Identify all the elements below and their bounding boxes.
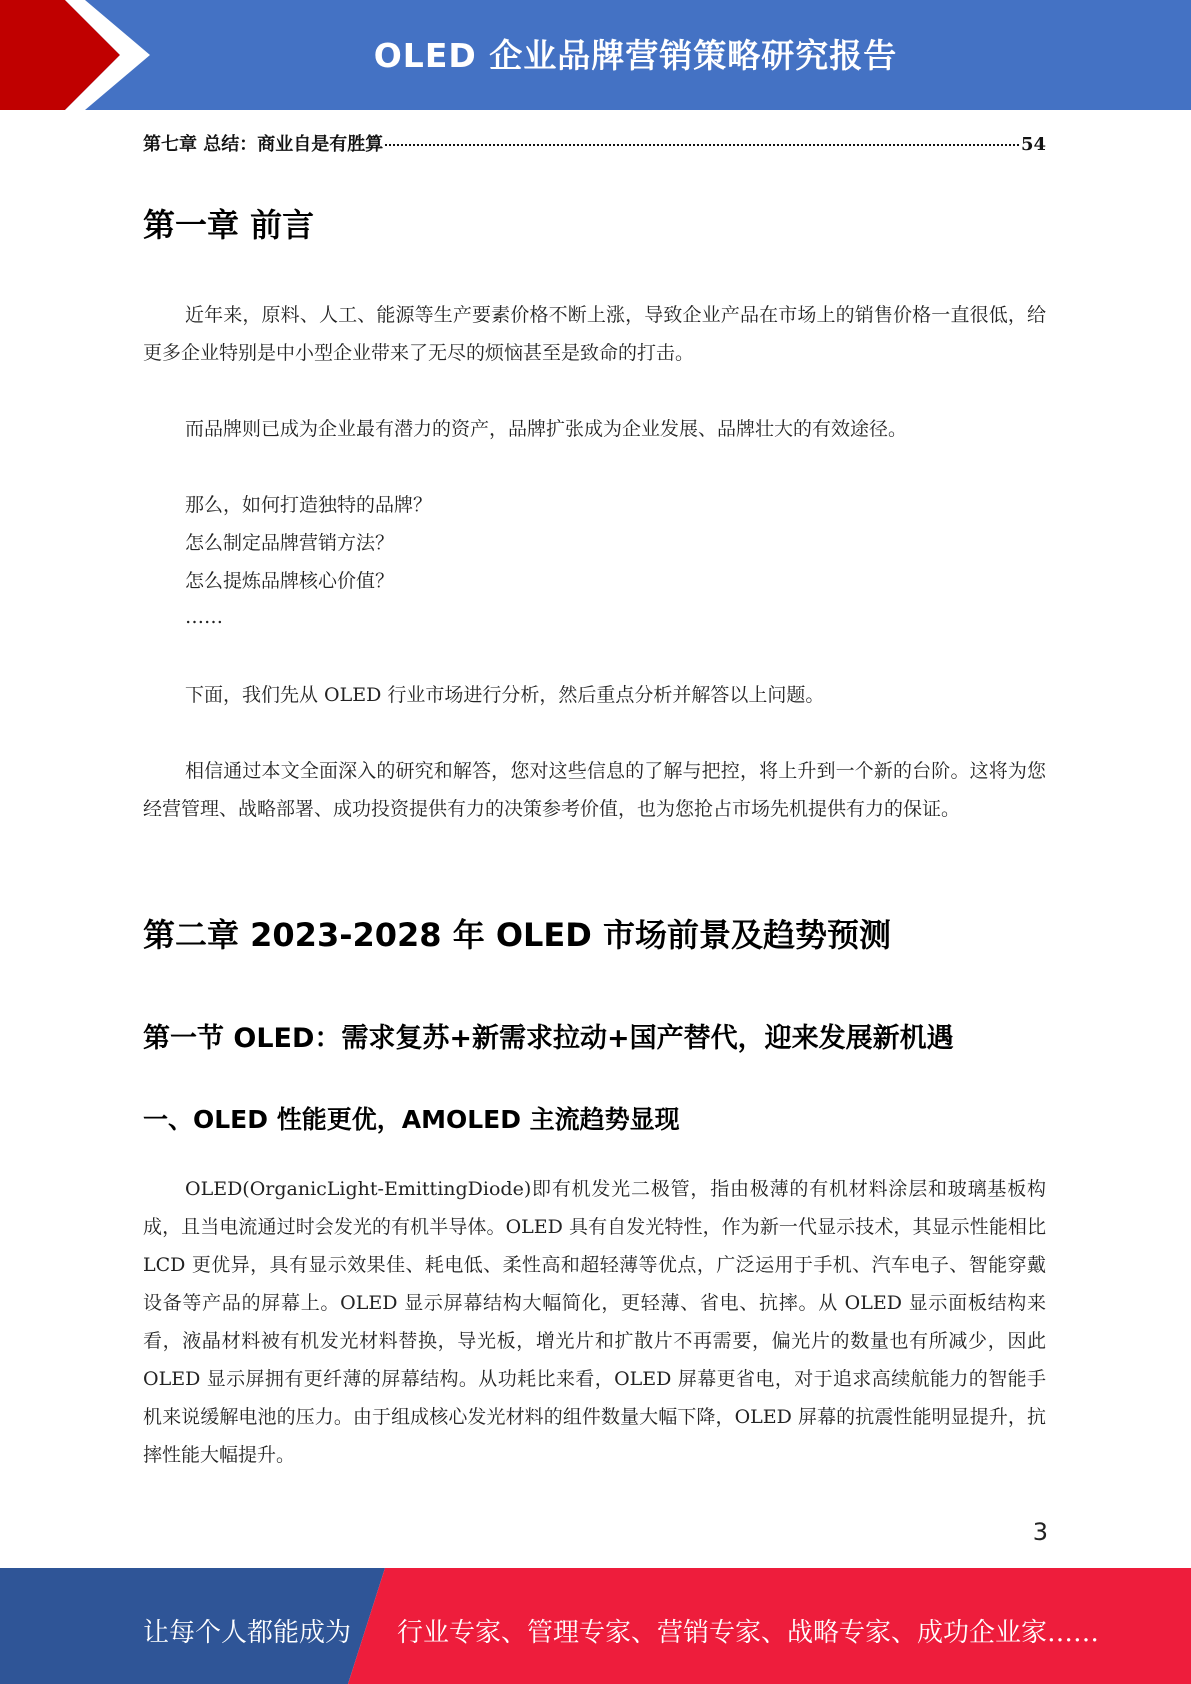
toc-entry-page: 54 [1020, 134, 1046, 155]
paragraph: 近年来，原料、人工、能源等生产要素价格不断上涨，导致企业产品在市场上的销售价格一直很低，给更多企业特别是中小型企业带来了无尽的烦恼甚至是致命的打击。 [143, 304, 1046, 364]
footer-slogan-right: 行业专家、管理专家、营销专家、战略专家、成功企业家…… [397, 1618, 1100, 1648]
section-title: 第一节 OLED：需求复苏+新需求拉动+国产替代，迎来发展新机遇 [143, 1023, 954, 1054]
toc-entry[interactable] [143, 130, 1046, 160]
chapter-1-title: 第一章 前言 [143, 206, 315, 244]
header-banner [0, 0, 1191, 110]
toc-entry-label: 第七章 总结：商业自是有胜算 [143, 134, 384, 155]
chapter-2-title: 第二章 2023-2028 年 OLED 市场前景及趋势预测 [143, 916, 891, 954]
toc-leader-dots [385, 144, 1019, 146]
paragraph: 相信通过本文全面深入的研究和解答，您对这些信息的了解与把控，将上升到一个新的台阶。这将为您经营管理、战略部署、成功投资提供有力的决策参考价值，也为您抢占市场先机提供有力的保证。 [143, 760, 1046, 820]
page-number: 3 [1032, 1518, 1048, 1546]
question-line: 怎么制定品牌营销方法？ [185, 532, 395, 554]
question-line: 怎么提炼品牌核心价值？ [185, 570, 395, 592]
ellipsis-line: …… [185, 606, 223, 628]
footer-slogan-left: 让每个人都能成为 [143, 1618, 352, 1648]
question-line: 那么，如何打造独特的品牌？ [185, 494, 433, 516]
paragraph: 下面，我们先从 OLED 行业市场进行分析，然后重点分析并解答以上问题。 [185, 684, 825, 706]
body-paragraph: OLED(OrganicLight-EmittingDiode)即有机发光二极管，指由极薄的有机材料涂层和玻璃基板构成，且当电流通过时会发光的有机半导体。OLED 具有自发光特性，作为新一代显示技术，其显示性能相比 LCD 更优异，具有显示效果佳、耗电低、柔性高和超轻薄等优点，广泛运用于手机、汽车电子、智能穿戴设备等产品的屏幕上。OLED 显示屏幕结构大幅简化，更轻薄、省电、抗摔。从 OLED 显示面板结构来看，液晶材料被有机发光材料替换，导光板，增光片和扩散片不再需要，偏光片的数量也有所减少，因此 OLED 显示屏拥有更纤薄的屏幕结构。从功耗比来看，OLED 屏幕更省电，对于追求高续航能力的智能手机来说缓解电池的压力。由于组成核心发光材料的组件数量大幅下降，OLED 屏幕的抗震性能明显提升，抗摔性能大幅提升。 [143, 1178, 1046, 1466]
footer-banner [0, 1568, 1191, 1684]
report-title: OLED 企业品牌营销策略研究报告 [373, 36, 898, 75]
subsection-title: 一、OLED 性能更优，AMOLED 主流趋势显现 [143, 1105, 680, 1134]
paragraph: 而品牌则已成为企业最有潜力的资产，品牌扩张成为企业发展、品牌壮大的有效途径。 [185, 418, 908, 440]
